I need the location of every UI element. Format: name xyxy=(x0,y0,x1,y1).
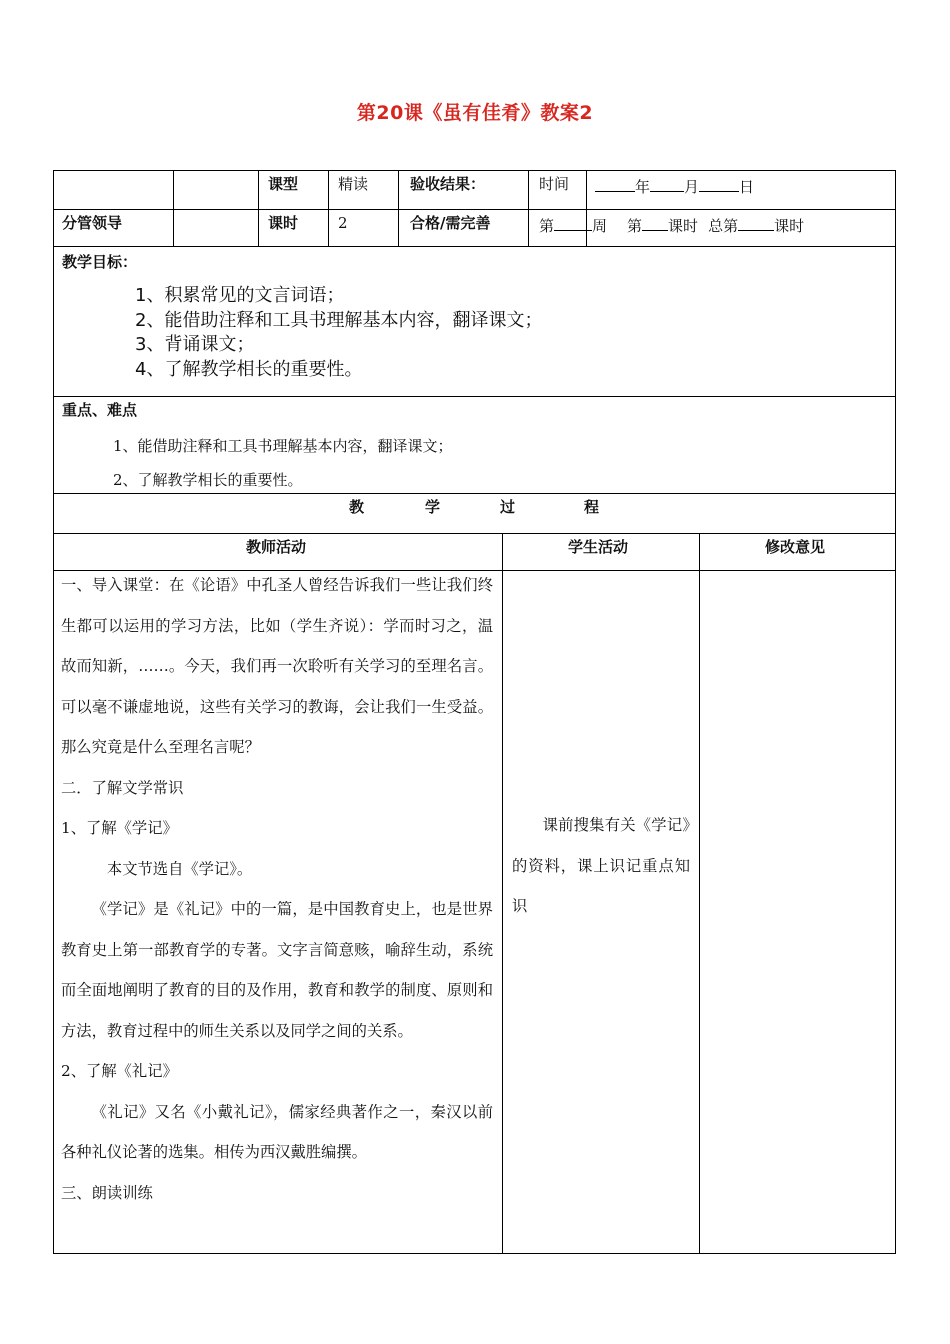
page-title: 第20课《虽有佳肴》教案2 xyxy=(356,102,594,124)
week-field: 第 周 第 课时 总第 课时 xyxy=(539,217,805,235)
process-heading-char: 程 xyxy=(584,498,600,516)
teacher-paragraph: 一、导入课堂：在《论语》中孔圣人曾经告诉我们一些让我们终生都可以运用的学习方法，比如（学生齐说）：学而时习之，温故而知新，……。今天，我们再一次聆听有关学习的至理名言。可以毫不谦虚地说，这些有关学习的教诲，会让我们一生受益。那么究竟是什么至理名言呢？ xyxy=(61,576,493,756)
day-label: 日 xyxy=(739,178,755,196)
period-label: 课时 xyxy=(268,214,299,232)
student-column-header: 学生活动 xyxy=(568,538,629,556)
student-activity: 课前搜集有关《学记》的资料，课上识记重点知识 xyxy=(512,816,690,915)
period-value: 2 xyxy=(338,214,348,232)
header-col-2 xyxy=(258,170,259,246)
focus-item: 2、了解教学相长的重要性。 xyxy=(113,471,303,489)
teacher-column-header: 教师活动 xyxy=(246,538,307,556)
activity-col-divider xyxy=(502,533,503,1254)
goal-item: 3、背诵课文； xyxy=(135,334,255,355)
goal-item: 4、了解教学相长的重要性。 xyxy=(135,359,363,380)
teacher-activity xyxy=(61,565,493,1213)
type-label: 课型 xyxy=(268,175,299,193)
header-row-divider xyxy=(53,209,896,210)
date-field xyxy=(595,177,754,195)
type-value: 精读 xyxy=(338,175,369,193)
year-label: 年 xyxy=(635,178,651,196)
teacher-paragraph: 1、了解《学记》 xyxy=(61,819,178,837)
revision-column-header: 修改意见 xyxy=(765,538,826,556)
teacher-paragraph: 2、了解《礼记》 xyxy=(61,1062,178,1080)
focus-bottom-divider xyxy=(53,493,896,494)
result-label: 验收结果： xyxy=(410,175,486,193)
goals-bottom-divider xyxy=(53,396,896,397)
header-col-5 xyxy=(528,170,529,246)
header-bottom-divider xyxy=(53,246,896,247)
teacher-paragraph: 本文节选自《学记》。 xyxy=(106,859,253,878)
goal-item: 2、能借助注释和工具书理解基本内容，翻译课文； xyxy=(135,310,543,331)
focus-heading: 重点、难点 xyxy=(62,401,138,419)
process-heading-char: 学 xyxy=(425,498,441,516)
month-label: 月 xyxy=(684,178,700,196)
header-col-6 xyxy=(586,170,587,246)
time-label: 时间 xyxy=(539,175,570,193)
header-col-4 xyxy=(398,170,399,246)
revision-col-divider xyxy=(699,533,700,1254)
focus-item: 1、能借助注释和工具书理解基本内容，翻译课文； xyxy=(113,437,453,455)
teacher-paragraph: 二．了解文学常识 xyxy=(61,778,184,797)
pass-label: 合格/需完善 xyxy=(410,214,491,232)
teacher-paragraph: 三、朗读训练 xyxy=(61,1183,153,1202)
leader-label: 分管领导 xyxy=(62,214,123,232)
goals-heading: 教学目标： xyxy=(62,253,138,271)
header-col-3 xyxy=(328,170,329,246)
process-bottom-divider xyxy=(53,533,896,534)
header-col-1 xyxy=(173,170,174,246)
process-heading-char: 过 xyxy=(500,498,516,516)
goal-item: 1、积累常见的文言词语； xyxy=(135,285,345,306)
process-heading-char: 教 xyxy=(349,498,365,516)
teacher-paragraph: 《礼记》又名《小戴礼记》，儒家经典著作之一，秦汉以前各种礼仪论著的选集。相传为西汉戴胜编撰。 xyxy=(61,1102,493,1161)
teacher-paragraph: 《学记》是《礼记》中的一篇，是中国教育史上，也是世界教育史上第一部教育学的专著。文字言简意赅，喻辞生动，系统而全面地阐明了教育的目的及作用，教育和教学的制度、原则和方法，教育过程中的师生关系以及同学之间的关系。 xyxy=(61,900,493,1040)
